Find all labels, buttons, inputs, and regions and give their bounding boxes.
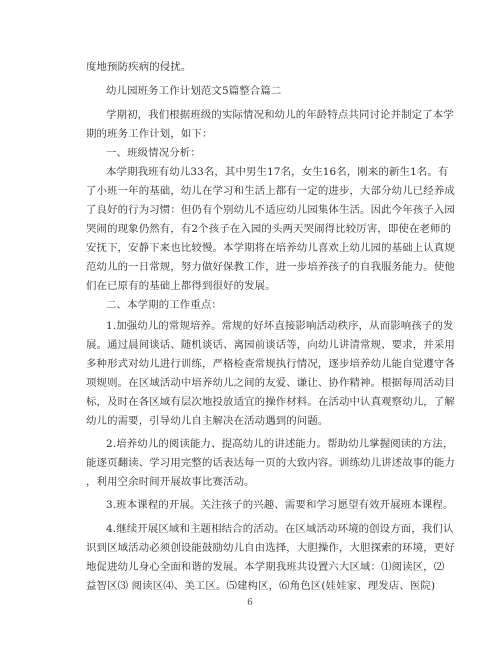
section-heading: 一、班级情况分析： xyxy=(106,147,201,159)
text-line: 益智区⑶ 阅读区⑷、美工区。⑸建构区，⑹角色区(娃娃家、理发店、医院) xyxy=(86,580,436,592)
text-line: 项规则。在区域活动中培养幼儿之间的友爱、谦让、协作精神。根据每周活动目 xyxy=(86,377,455,389)
text-line: 识到区域活动必须创设能鼓励幼儿自由选择，大胆操作，大胆探索的环境，更好 xyxy=(86,542,455,554)
text-line: 期的班务工作计划，如下： xyxy=(86,128,213,140)
text-line: 幼儿的需要，引导幼儿自主解决在活动遇到的问题。 xyxy=(86,415,329,427)
text-line: ，利用空余时间开展故事比赛活动。 xyxy=(86,476,255,488)
page-number: 6 xyxy=(247,598,253,608)
text-line: 多种形式对幼儿进行训练，严格检查常规执行情况，逐步培养幼儿能自觉遵守各 xyxy=(86,358,455,370)
text-line: 度地预防疾病的侵扰。 xyxy=(86,61,192,73)
text-line: 安抚下，安静下来也比较慢。本学期将在培养幼儿喜欢上幼儿园的基础上认真规 xyxy=(86,242,455,254)
text-line: 3.班本课程的开展。关注孩子的兴趣、需要和学习愿望有效开展班本课程。 xyxy=(106,499,454,511)
text-line: 哭闹的现象仍然有，有2个孩子在入园的头两天哭闹得比较厉害，即使在老师的 xyxy=(86,223,452,235)
text-line: 1.加强幼儿的常规培养。常规的好坏直接影响活动秩序，从而影响孩子的发 xyxy=(106,320,454,332)
text-line: 了小班一年的基础，幼儿在学习和生活上都有一定的进步，大部分幼儿已经养成 xyxy=(86,185,455,197)
section-heading: 二、本学期的工作重点： xyxy=(106,299,222,311)
text-line: 本学期我班有幼儿33名，其中男生17名，女生16名，刚来的新生1名。有 xyxy=(106,166,449,178)
section-heading: 幼儿园班务工作计划范文5篇整合篇二 xyxy=(106,85,282,97)
text-line: 们在已原有的基础上都得到很好的发展。 xyxy=(86,280,276,292)
text-line: 了良好的行为习惯：但仍有个别幼儿不适应幼儿园集体生活。因此今年孩子入园 xyxy=(86,204,455,216)
text-line: 范幼儿的一日常规，努力做好保教工作，进一步培养孩子的自我服务能力。使他 xyxy=(86,261,455,273)
text-line: 4.继续开展区域和主题相结合的活动。在区域活动环境的创设方面，我们认 xyxy=(106,523,454,535)
text-line: 2.培养幼儿的阅读能力、提高幼儿的讲述能力。帮助幼儿掌握阅读的方法， xyxy=(106,438,454,450)
text-line: 地促进幼儿身心全面和谐的发展。本学期我班共设置六大区域：⑴阅读区，⑵ xyxy=(86,561,445,573)
text-line: 学期初，我们根据班级的实际情况和幼儿的年龄特点共同讨论并制定了本学 xyxy=(106,109,454,121)
text-line: 标，及时在各区域有层次地投放适宜的操作材料。在活动中认真观察幼儿，了解 xyxy=(86,396,455,408)
text-line: 能逐页翻读、学习用完整的话表达每一页的大致内容。训练幼儿讲述故事的能力 xyxy=(86,457,455,469)
text-line: 展。通过晨间谈话、随机谈话、离园前谈话等，向幼儿讲清常规、要求，并采用 xyxy=(86,339,455,351)
